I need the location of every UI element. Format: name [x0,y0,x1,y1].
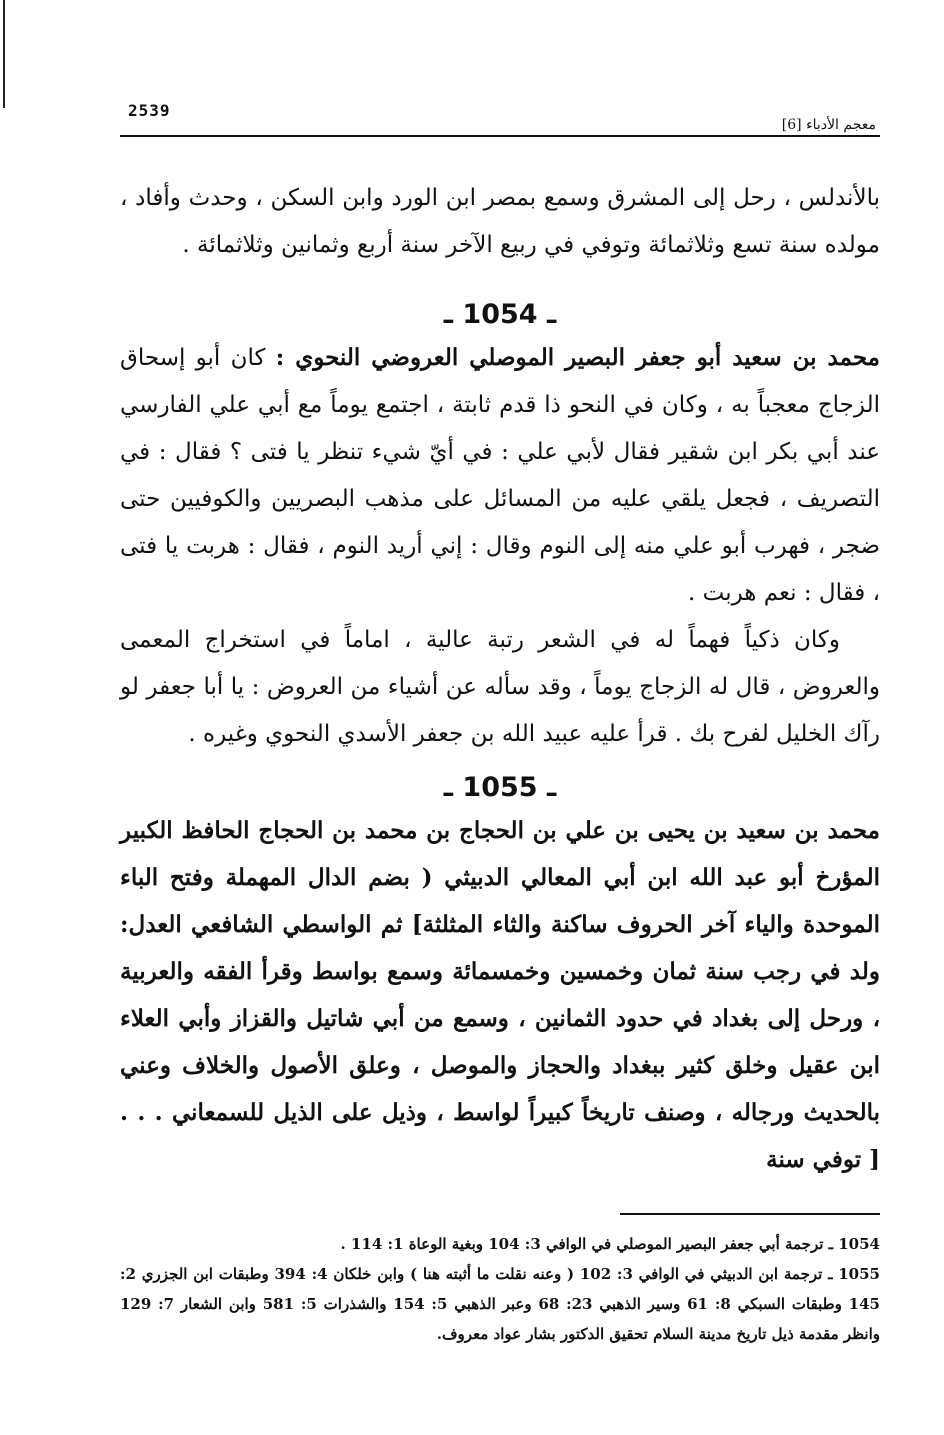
entry-number-1055: ـ 1055 ـ [443,772,557,803]
entry-number-1054: ـ 1054 ـ [443,299,557,330]
entry-1054-text-1: كان أبو إسحاق الزجاج معجباً به ، وكان في النحو ذا قدم ثابتة ، اجتمع يوماً مع أبي علي الفارسي عند أبي بكر ابن شقير فقال لأبي علي : في أيّ شيء تنظر يا فتى ؟ فقال : في التصريف ، فجعل يلقي عليه من المسائل على مذهب البصريين والكوفيين حتى ضجر ، فهرب أبو علي منه إلى النوم وقال : إني أريد النوم ، فقال : هربت يا فتى ، فقال : نعم هربت . [120,345,880,606]
entry-1054-name: محمد بن سعيد أبو جعفر البصير الموصلي العروضي النحوي : [275,344,881,371]
entry-1055-paragraph: محمد بن سعيد بن يحيى بن علي بن الحجاج بن محمد بن الحجاج الحافظ الكبير المؤرخ أبو عبد الله ابن أبي المعالي الدبيثي ( بضم الدال المهملة وفتح الباء الموحدة والياء آخر الحروف ساكنة والثاء المثلثة] ثم الواسطي الشافعي العدل: ولد في رجب سنة ثمان وخمسين وخمسمائة وسمع بواسط وقرأ الفقه والعربية ، ورحل إلى بغداد في حدود الثمانين ، وسمع من أبي شاتيل والقزاز وأبي العلاء ابن عقيل وخلق كثير ببغداد والحجاز والموصل ، وعلق الأصول والخلاف وعني بالحديث ورجاله ، وصنف تاريخاً كبيراً لواسط ، وذيل على الذيل للسمعاني . . . [ توفي سنة [120,817,880,1173]
page-number: 2539 [128,101,171,120]
footnote-separator [620,1213,880,1215]
page-edge-line [3,0,5,108]
footnote-1054: 1054 ـ ترجمة أبي جعفر البصير الموصلي في الوافي 3: 104 وبغية الوعاة 1: 114 . [340,1235,880,1253]
entry-1054-paragraph-2: وكان ذكياً فهماً له في الشعر رتبة عالية ، اماماً في استخراج المعمى والعروض ، قال له الزجاج يوماً ، وقد سأله عن أشياء من العروض : يا أبا جعفر لو رآك الخليل لفرح بك . قرأ عليه عبيد الله بن جعفر الأسدي النحوي وغيره . [120,627,880,747]
book-title: معجم الأدباء [6] [781,117,876,133]
book-page [120,95,880,1349]
footnotes [120,1229,880,1349]
entry-1054-paragraph-1 [120,334,880,617]
running-head [120,95,880,137]
footnote-1055: 1055 ـ ترجمة ابن الدبيثي في الوافي 3: 102 ( وعنه نقلت ما أثبته هنا ) وابن خلكان 4: 394 وطبقات ابن الجزري 2: 145 وطبقات السبكي 8: 61 وسير الذهبي 23: 68 وعبر الذهبي 5: 154 والشذرات 5: 581 وابن الشعار 7: 129 وانظر مقدمة ذيل تاريخ مدينة السلام تحقيق الدكتور بشار عواد معروف. [120,1265,880,1343]
continued-paragraph: بالأندلس ، رحل إلى المشرق وسمع بمصر ابن الورد وابن السكن ، وحدث وأفاد ، مولده سنة تسع وثلاثمائة وتوفي في ربيع الآخر سنة أربع وثمانين وثلاثمائة . [120,185,880,258]
